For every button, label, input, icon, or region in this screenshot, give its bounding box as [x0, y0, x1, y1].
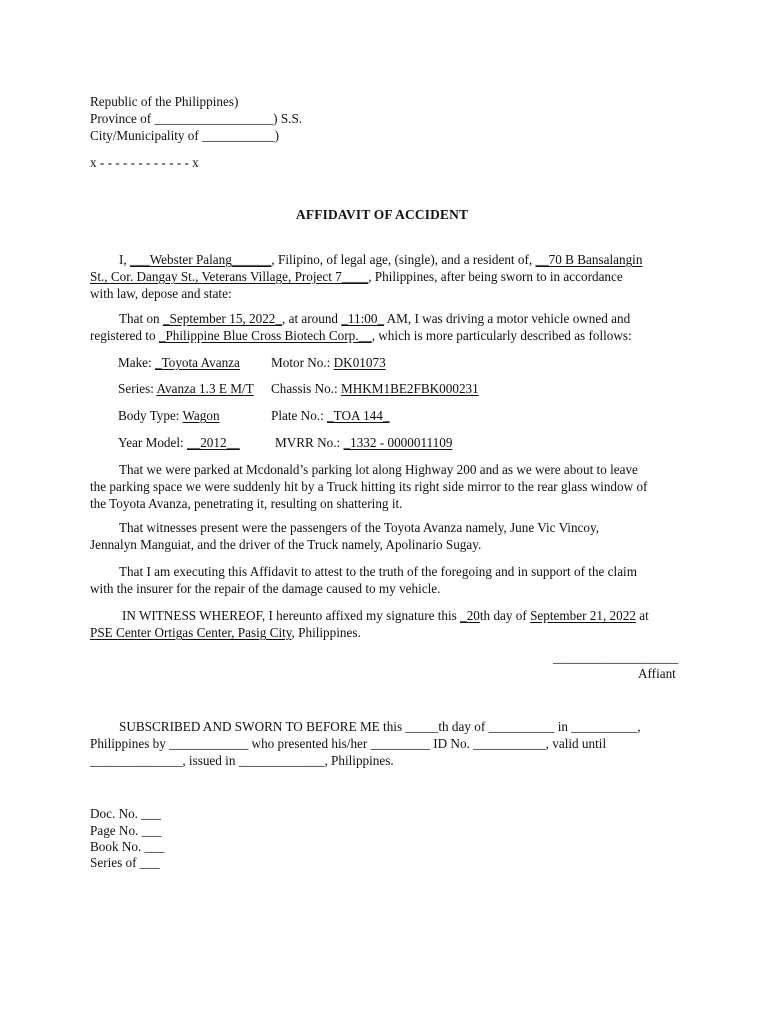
witness-whereof-paragraph	[90, 607, 680, 641]
series-label: Series:	[118, 381, 157, 396]
vehicle-plate	[271, 407, 389, 424]
intro-text-2: , Filipino, of legal age, (single), and a resident of,	[271, 252, 536, 267]
intro-text-1: I,	[119, 252, 130, 267]
purpose-paragraph	[90, 563, 680, 597]
witness-text-2: th day of	[479, 608, 531, 623]
book-no: Book No. ___	[90, 839, 165, 854]
vehicle-make	[118, 354, 240, 371]
signature-line: ___________________	[553, 650, 679, 665]
vehicle-chassis	[271, 380, 479, 397]
driving-paragraph	[90, 310, 680, 344]
mvrr-value: _1332 - 0000011109	[343, 435, 453, 450]
motor-value: DK01073	[333, 355, 386, 370]
chassis-label: Chassis No.:	[271, 381, 341, 396]
affiant-address-2: St., Cor. Dangay St., Veterans Village, Project 7____	[90, 269, 369, 284]
series-of: Series of ___	[90, 855, 160, 870]
witness-text-3: at	[635, 608, 649, 623]
witnesses-line-1: That witnesses present were the passengers of the Toyota Avanza namely, June Vic Vincoy,	[119, 520, 600, 535]
venue-city: City/Municipality of ___________)	[90, 128, 280, 143]
venue-province: Province of __________________) S.S.	[90, 111, 303, 126]
body-label: Body Type:	[118, 408, 183, 423]
affiant-address-1: __70 B Bansalangin	[535, 252, 643, 267]
driving-text-4: registered to	[90, 328, 159, 343]
chassis-value: MHKM1BE2FBK000231	[340, 381, 479, 396]
year-value: __2012__	[187, 435, 240, 450]
mvrr-label: MVRR No.:	[275, 435, 344, 450]
make-label: Make:	[118, 355, 155, 370]
motor-label: Motor No.:	[271, 355, 334, 370]
driving-text-3: AM, I was driving a motor vehicle owned and	[384, 311, 631, 326]
incident-line-2: the parking space we were suddenly hit by a Truck hitting its right side mirror to the rear glass window of	[90, 479, 648, 494]
witnesses-paragraph	[90, 519, 680, 553]
signature-day: _20	[460, 608, 480, 623]
vehicle-owner: _Philippine Blue Cross Biotech Corp.__	[158, 328, 372, 343]
plate-value: _TOA 144_	[327, 408, 390, 423]
page-no: Page No. ___	[90, 823, 162, 838]
vehicle-series	[118, 380, 254, 397]
signature-date: September 21, 2022	[530, 608, 636, 623]
vehicle-motor	[271, 354, 386, 371]
affiant-label: Affiant	[638, 666, 676, 681]
jurat-line-3: ______________, issued in _____________, Philippines.	[90, 753, 394, 768]
witness-text-1: IN WITNESS WHEREOF, I hereunto affixed my signature this	[122, 608, 461, 623]
incident-line-3: the Toyota Avanza, penetrating it, resulting on shattering it.	[90, 496, 403, 511]
jurat-line-2: Philippines by ____________ who presented his/her _________ ID No. ___________, valid until	[90, 736, 607, 751]
vehicle-year	[118, 434, 240, 451]
accident-time: _11:00_	[341, 311, 385, 326]
purpose-line-2: with the insurer for the repair of the damage caused to my vehicle.	[90, 581, 441, 596]
driving-text-2: , at around	[282, 311, 342, 326]
document-title: AFFIDAVIT OF ACCIDENT	[296, 207, 469, 222]
witnesses-line-2: Jennalyn Manguiat, and the driver of the Truck namely, Apolinario Sugay.	[90, 537, 482, 552]
driving-text-1: That on	[119, 311, 163, 326]
jurat-paragraph	[90, 718, 680, 769]
vehicle-mvrr	[275, 434, 452, 451]
incident-line-1: That we were parked at Mcdonald’s parking lot along Highway 200 and as we were about to leave	[119, 462, 638, 477]
series-value: Avanza 1.3 E M/T	[156, 381, 254, 396]
witness-text-4: , Philippines.	[291, 625, 361, 640]
make-value: _Toyota Avanza	[155, 355, 240, 370]
jurat-line-1: SUBSCRIBED AND SWORN TO BEFORE ME this _____th day of __________ in __________,	[119, 719, 641, 734]
driving-text-5: , which is more particularly described as follows:	[371, 328, 632, 343]
plate-label: Plate No.:	[271, 408, 328, 423]
year-label: Year Model:	[118, 435, 187, 450]
affiant-name: ___Webster Palang______	[130, 252, 272, 267]
intro-paragraph	[90, 251, 680, 302]
doc-no: Doc. No. ___	[90, 806, 162, 821]
intro-text-4: with law, depose and state:	[90, 286, 232, 301]
venue-republic: Republic of the Philippines)	[90, 94, 239, 109]
intro-text-3: , Philippines, after being sworn to in accordance	[368, 269, 623, 284]
body-value: Wagon	[182, 408, 220, 423]
accident-date: _September 15, 2022_	[162, 311, 282, 326]
incident-paragraph	[90, 461, 680, 512]
vehicle-body-type	[118, 407, 220, 424]
purpose-line-1: That I am executing this Affidavit to attest to the truth of the foregoing and in support of the claim	[119, 564, 637, 579]
venue-separator: x - - - - - - - - - - - - x	[90, 155, 199, 170]
signature-place: PSE Center Ortigas Center, Pasig City	[90, 625, 292, 640]
